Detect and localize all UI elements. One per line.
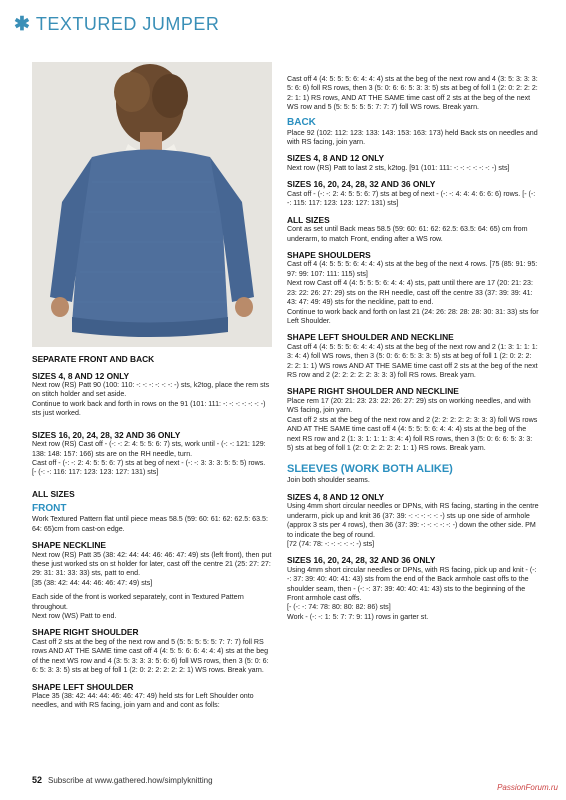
instruction-text: Next row (WS) Patt to end. [32, 612, 117, 620]
section-heading: SEPARATE FRONT AND BACK [32, 354, 155, 364]
instruction-text: [- (-: -: 74: 78: 80: 80: 82: 86) sts] [287, 603, 391, 612]
star-icon: ✱ [14, 14, 30, 35]
section-heading: SIZES 16, 20, 24, 28, 32 AND 36 ONLY [287, 179, 436, 190]
instruction-text: Cast off - (-: -: 2: 4: 5: 5: 6: 7) sts at beg of next - (-: -: 4: 4: 4: 6: 6: 6) rows. [- (-: -: 115: 117: 123: 123: 127: 131) sts] [287, 189, 536, 208]
instruction-text: Cast off 4 (4: 5: 5: 5: 6: 4: 4: 4) sts at the beg of the next 4 rows. [75 (85: 91: 95: 97: 99: 107: 111: 115) sts] [287, 260, 538, 278]
jumper-photo [32, 62, 272, 347]
section-heading: SIZES 16, 20, 24, 28, 32 AND 36 ONLY [32, 429, 181, 440]
section-heading: SHAPE LEFT SHOULDER AND NECKLINE [287, 332, 454, 343]
section-heading: ALL SIZES [287, 214, 330, 225]
part-heading: SLEEVES (WORK BOTH ALIKE) [287, 463, 453, 476]
instruction-text: Cast off 4 (4: 5: 5: 5: 6: 4: 4: 4) sts at the beg of the next row and 2 (1: 3: 1: 1: 1: 3: 4: 4) foll WS rows, then 3 (5: 0: 6: 6: 5: 3: 3: 5) sts at beg of foll 1 (2: 0: 2: 2: 2: 2: 1: 1) WS rows AND AT THE SAME time cast off 2 sts at the beg of the next RS row and 2 (2: 2: 2: 2: 2: 3: 3: 3) foll RS rows. Break yarn. [287, 342, 538, 380]
instruction-text: Cast off - (-: -: 2: 4: 5: 5: 6: 7) sts at beg of next - (-: -: 3: 3: 3: 5: 5: 5) rows. [32, 458, 266, 467]
page-number: 52 [32, 775, 43, 785]
part-heading: FRONT [32, 503, 67, 515]
instruction-text: Cont as set until Back meas 58.5 (59: 60: 61: 62: 62.5: 63.5: 64: 65) cm from underarm, to match Front, ending after a WS row. [287, 225, 528, 243]
spacer [32, 419, 274, 424]
instruction-text: [- (-: -: 116: 117: 123: 123: 127: 131) sts] [32, 468, 159, 477]
model-illustration [32, 62, 272, 347]
instruction-text: Place 92 (102: 112: 123: 133: 143: 153: 163: 173) held Back sts on needles and with RS facing, join yarn. [287, 128, 538, 147]
instruction-text: Place 35 (38: 42: 44: 44: 46: 46: 47: 49) held sts for Left Shoulder onto needles, and with RS facing, join yarn and and cont as folls: [32, 692, 254, 710]
instruction-text: Next row (RS) Patt 90 (100: 110: -: -: -: -: -: -: -) sts, k2tog, place the rem sts on stitch holder and set aside. [32, 381, 270, 399]
instruction-text: Continue to work back and forth in rows on the 91 (101: 111: -: -: -: -: -: -: -) sts just worked. [32, 399, 266, 418]
section-heading: ALL SIZES [32, 488, 75, 499]
page-title: TEXTURED JUMPER [35, 14, 220, 34]
instruction-text: Cast off 2 sts at the beg of the next row and 5 (5: 5: 5: 5: 5: 7: 7: 7) foll RS rows AND AT THE SAME time cast off 4 (4: 5: 5: 6: 6: 4: 4: 4) sts at the beg of the next WS row and 4 (3: 5: 3: 3: 3: 5: 6: 6) foll WS rows, then 3 (5: 0: 6: 6: 5: 3: 3: 5) sts at beg of foll 1 (2: 0: 2: 2: 2: 2: 2: 1) WS rows. Break yarn. [32, 637, 269, 675]
section-heading: SHAPE RIGHT SHOULDER AND NECKLINE [287, 386, 459, 397]
section-heading: SIZES 4, 8 AND 12 ONLY [32, 370, 130, 381]
page-header [14, 14, 219, 35]
instruction-text: Join both shoulder seams. [287, 476, 370, 485]
section-heading: SHAPE LEFT SHOULDER [32, 681, 134, 692]
instruction-text: Next row (RS) Cast off - (-: -: 2: 4: 5: 5: 6: 7) sts, work until - (-: -: 121: 129: 138: 148: 157: 166) sts are on the RH needle, turn. [32, 440, 266, 458]
subscribe-text: Subscribe at www.gathered.how/simplyknitting [48, 776, 213, 785]
section-heading: SHAPE NECKLINE [32, 540, 106, 551]
instruction-text: [35 (38: 42: 44: 44: 46: 46: 47: 49) sts] [32, 578, 153, 587]
section-heading: SIZES 16, 20, 24, 28, 32 AND 36 ONLY [287, 555, 436, 566]
section-heading: SIZES 4, 8 AND 12 ONLY [287, 491, 385, 502]
right-column [287, 75, 539, 622]
section-heading: SHAPE SHOULDERS [287, 249, 371, 260]
instruction-text: Using 4mm short circular needles or DPNs, with RS facing, starting in the centre underarm, pick up and knit 36 (37: 39: -: -: -: -: -: -) sts up one side of armhole (approx 3 sts per 4 rows), then 36 (37: 39: -: -: -: -: -: -) down the other side. PM to indicate the beg of round. [287, 502, 539, 539]
instruction-text: Work - (-: -: 1: 5: 7: 7: 9: 11) rows in garter st. [287, 612, 429, 621]
instruction-text: Using 4mm short circular needles or DPNs, with RS facing, pick up and knit - (-: -: 37: 39: 40: 40: 41: 43) sts from the end of the Back armhole cast offs to the shoulder seam, then - (-: -: 37: 39: 40: 40: 41: 43) sts to the beginning of the Front armhole cast offs. [287, 565, 537, 603]
instruction-text: Next row (RS) Patt 35 (38: 42: 44: 44: 46: 46: 47: 49) sts (left front), then put these just worked sts on st holder for later, cast off the centre 21 (25: 27: 27: 29: 31: 31: 33: 33) sts, patt to end. [32, 550, 272, 578]
section-heading: SHAPE RIGHT SHOULDER [32, 627, 139, 638]
instruction-text: Place rem 17 (20: 21: 23: 23: 22: 26: 27: 29) sts on working needles, and with WS facing, join yarn. [287, 396, 531, 415]
instruction-text: [72 (74: 78: -: -: -: -: -: -) sts] [287, 539, 375, 548]
watermark: PassionForum.ru [497, 783, 558, 792]
page-footer [32, 775, 213, 785]
part-heading: BACK [287, 116, 316, 128]
instruction-text: Cast off 2 sts at the beg of the next row and 2 (2: 2: 2: 2: 2: 3: 3: 3) foll WS rows AND AT THE SAME time cast off 4 (4: 5: 5: 5: 6: 4: 4: 4) sts at the beg of the next RS row and 2 (1: 3: 1: 1: 1: 3: 4: 4) foll RS rows, then 3 (5: 0: 6: 6: 5: 3: 3: 5) sts at beg of foll 1 (2: 0: 2: 2: 2: 2: 1: 1) RS rows. Break yarn. [287, 415, 538, 452]
instruction-text: Each side of the front is worked separately, cont in Textured Pattern throughout. [32, 593, 244, 611]
spacer [32, 478, 274, 483]
instruction-text: Work Textured Pattern flat until piece meas 58.5 (59: 60: 61: 62: 62.5: 63.5: 64: 65)cm from cast-on edge. [32, 515, 268, 533]
instruction-text: Next row Cast off 4 (4: 5: 5: 5: 6: 4: 4: 4) sts, patt until there are 17 (20: 21: 23: 23: 22: 26: 27: 29) sts on the RH needle, cast off the centre 33 (37: 39: 39: 41: 43: 47: 49: 49) sts for the neckline, patt to end. [287, 279, 533, 307]
instruction-text: Next row (RS) Patt to last 2 sts, k2tog. [91 (101: 111: -: -: -: -: -: -: -) sts] [287, 163, 510, 172]
section-heading: SIZES 4, 8 AND 12 ONLY [287, 153, 385, 164]
left-column [32, 348, 274, 711]
instruction-text: Cast off 4 (4: 5: 5: 5: 6: 4: 4: 4) sts at the beg of the next row and 4 (3: 5: 3: 3: 3: 5: 6: 6) foll RS rows, then 3 (5: 0: 6: 6: 5: 3: 3: 5) sts at beg of foll 1 (2: 0: 2: 2: 2: 2: 1: 1) RS rows, AND AT THE SAME time cast off 2 sts at the beg of the next WS row and 5 (5: 5: 5: 5: 5: 7: 7: 7) foll WS rows. Break yarn. [287, 75, 538, 112]
instruction-text: Continue to work back and forth on last 21 (24: 26: 28: 28: 28: 30: 31: 33) sts for Left Shoulder. [287, 307, 539, 325]
